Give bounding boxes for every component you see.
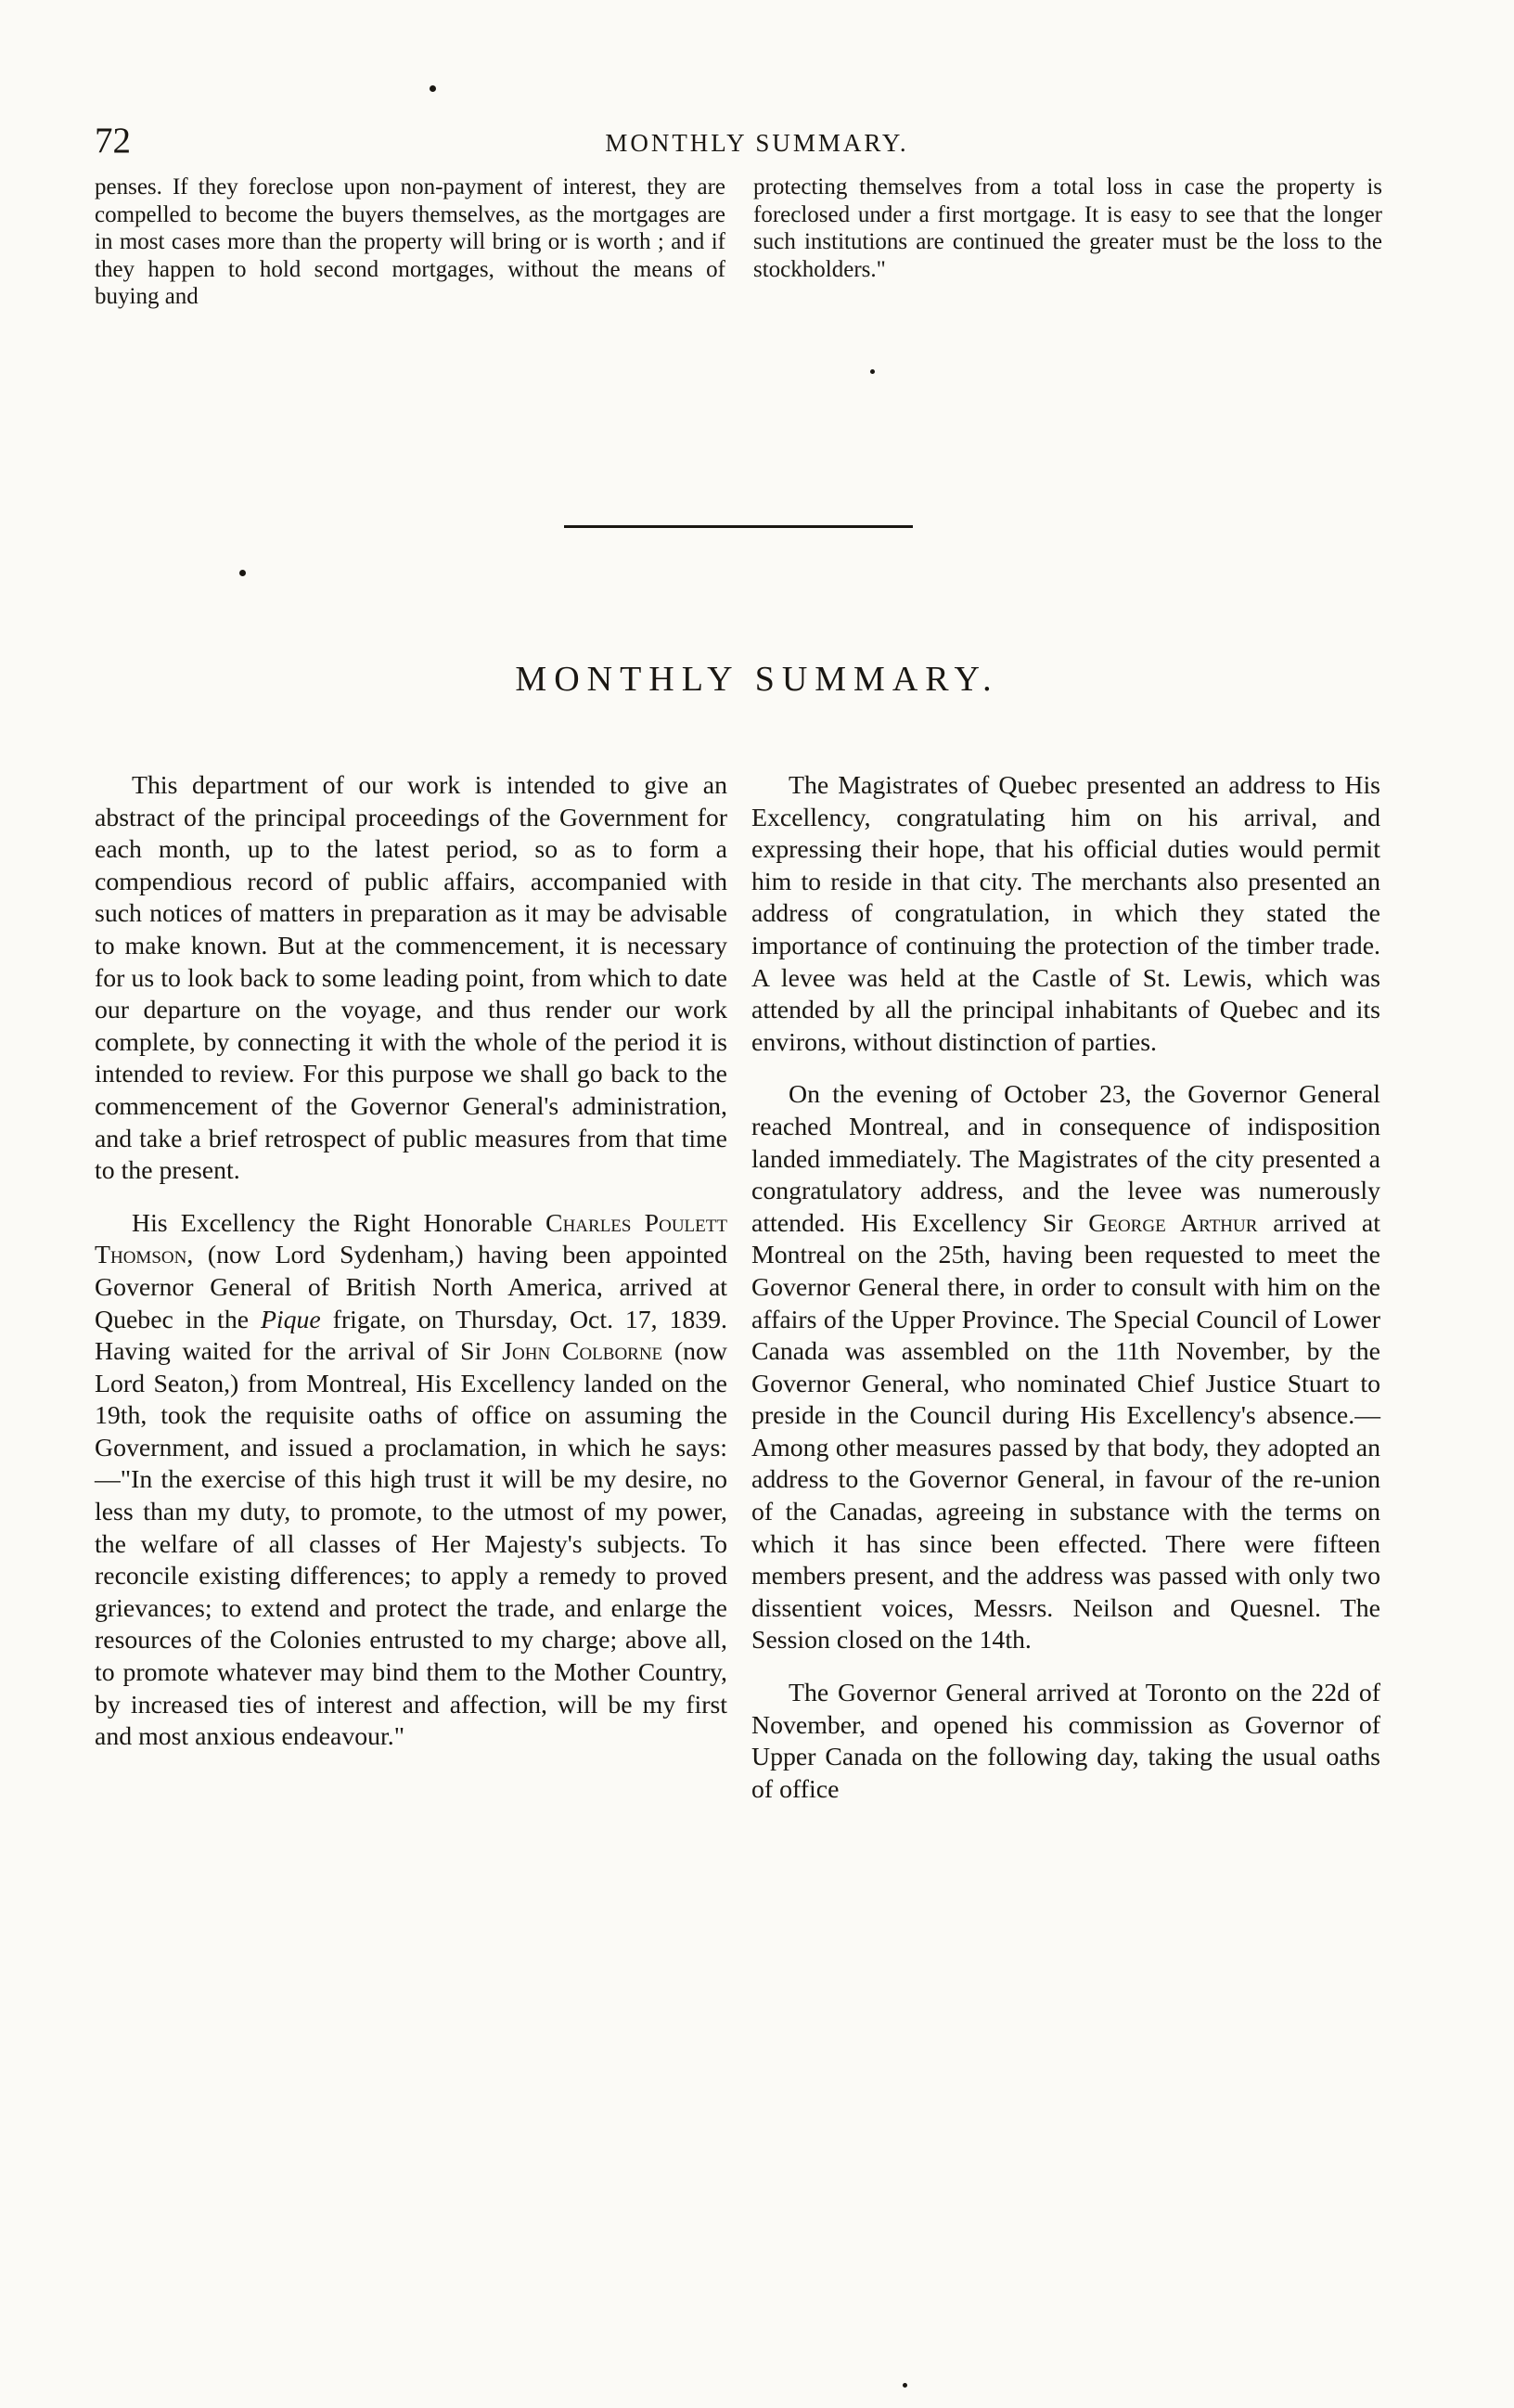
name-small-caps: John Colborne: [502, 1337, 663, 1367]
stray-ink-mark: [430, 85, 436, 92]
stray-ink-mark: [903, 2383, 907, 2388]
page-number: 72: [95, 121, 131, 161]
paragraph-montreal: On the evening of October 23, the Governor General reached Montreal, and in consequence of indisposition landed immediately. The Magistrates of the city presented a congratulatory address, and the levee was numerously attended. His Excellency Sir George Arthur arrived at Montreal on the 25th, having been requested to meet the Governor General there, in order to consult with him on the affairs of the Upper Province. The Special Council of Lower Canada was assembled on the 11th November, by the Governor General, who nominated Chief Justice Stuart to preside in the Council during His Excellency's absence.— Among other measures passed by that body, they adopted an address to the Governor General, in favour of the re-union of the Canadas, agreeing in substance with the terms on which it has since been effected. There were fifteen members present, and the address was passed with only two dissentient voices, Messrs. Neilson and Quesnel. The Session closed on the 14th.: [751, 1080, 1380, 1655]
top-left-column: [95, 174, 725, 311]
stray-ink-mark: [870, 369, 875, 374]
right-body-column: [751, 770, 1380, 1826]
left-body-column: [95, 770, 727, 1774]
paragraph-toronto: The Governor General arrived at Toronto on the 22d of November, and opened his commission as Governor of Upper Canada on the following day, taking the usual oaths of office: [751, 1679, 1380, 1804]
section-title: MONTHLY SUMMARY.: [515, 660, 999, 699]
continued-paragraph-right: protecting themselves from a total loss in case the property is foreclosed under a first mortgage. It is easy to see that the longer such institutions are continued the greater must be the loss to the stockholders.": [753, 174, 1382, 282]
ship-name: Pique: [260, 1305, 321, 1334]
section-divider-rule: [564, 525, 913, 528]
continued-paragraph-left: penses. If they foreclose upon non-payment of interest, they are compelled to become the buyers themselves, as the mortgages are in most cases more than the property will bring or is worth ; and if they happen to hold second mortgages, without the means of buying and: [95, 174, 725, 309]
paragraph-intro: This department of our work is intended to give an abstract of the principal proceedings of the Government for each month, up to the latest period, so as to form a compendious record of public affairs, accompanied with such notices of matters in preparation as it may be advisable to make known. But at the commencement, it is necessary for us to look back to some leading point, from which to date our departure on the voyage, and thus render our work complete, by connecting it with the whole of the period it is intended to review. For this purpose we shall go back to the commencement of the Governor General's administration, and take a brief retrospect of public measures from that time to the present.: [95, 771, 727, 1186]
running-head: MONTHLY SUMMARY.: [605, 129, 909, 157]
name-small-caps: Charles Poulett Thomson: [95, 1208, 727, 1270]
stray-ink-mark: [239, 570, 246, 576]
page-header: [0, 122, 1514, 160]
paragraph-arrival: His Excellency the Right Honorable Charles Poulett Thomson, (now Lord Sydenham,) having been appointed Governor General of British North America, arrived at Quebec in the Pique frigate, on Thursday, Oct. 17, 1839. Having waited for the arrival of Sir John Colborne (now Lord Seaton,) from Montreal, His Excellency landed on the 19th, took the requisite oaths of office on assuming the Government, and issued a proclamation, in which he says:—"In the exercise of this high trust it will be my desire, no less than my duty, to promote, to the utmost of my power, the welfare of all classes of Her Majesty's subjects. To reconcile existing differences; to apply a remedy to proved grievances; to extend and protect the trade, and enlarge the resources of the Colonies entrusted to my charge; above all, to promote whatever may bind them to the Mother Country, by increased ties of interest and affection, will be my first and most anxious endeavour.": [95, 1208, 727, 1752]
paragraph-quebec: The Magistrates of Quebec presented an address to His Excellency, congratulating him on his arrival, and expressing their hope, that his official duties would permit him to reside in that city. The merchants also presented an address of congratulation, in which they stated the importance of continuing the protection of the timber trade. A levee was held at the Castle of St. Lewis, which was attended by all the principal inhabitants of Quebec and its environs, without distinction of parties.: [751, 771, 1380, 1057]
top-right-column: [753, 174, 1382, 283]
name-small-caps: George Arthur: [1088, 1208, 1258, 1238]
